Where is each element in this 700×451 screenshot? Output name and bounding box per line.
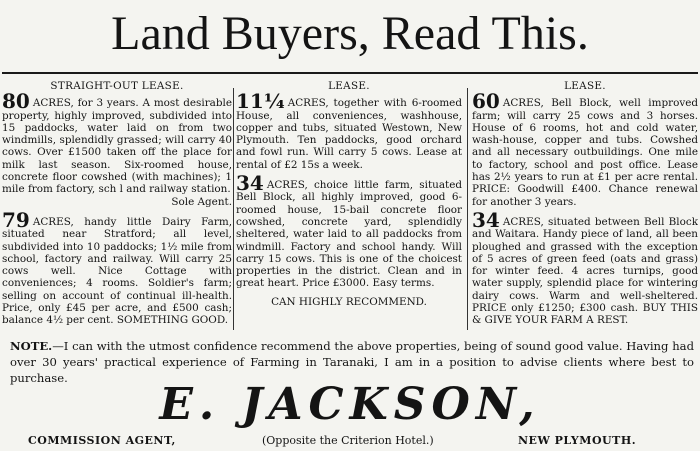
listing-text: ACRES, Bell Block, well improved farm; will carry 25 cows and 3 horses. House of 6 rooms, hot and cold water, wash-house, copper and tubs. Cowshed and all necessary outbuildings. One mile to factory, school and post office. Lease has 2½ years to run at £1 per acre rental. PRICE: Goodwill £400. Chance renewal for another 3 years. xyxy=(472,97,698,208)
listing-34-acres-bell-block xyxy=(236,171,462,290)
column-footer: CAN HIGHLY RECOMMEND. xyxy=(271,295,427,308)
listing-acre-number: 34 xyxy=(472,207,500,232)
listing-acre-number: 60 xyxy=(472,89,500,114)
listing-79-acres xyxy=(2,207,232,327)
note-lead: NOTE. xyxy=(10,339,53,353)
column-lease-middle xyxy=(236,80,462,336)
listing-acre-number: 80 xyxy=(2,89,30,114)
column-divider xyxy=(467,88,468,330)
listing-acre-number: 11¼ xyxy=(236,89,285,114)
listing-acre-number: 34 xyxy=(236,171,264,196)
listing-text: ACRES, together with 6-roomed House, all conveniences, washhouse, copper and tubs, situated Westown, New Plymouth. Ten paddocks, good orchard and fowl run. Will carry 5 cows. Lease at rental of £2 15s a week. xyxy=(236,97,462,171)
note-text: —I can with the utmost confidence recommend the above properties, being of sound good value. Having had over 30 years' practical experience of Farming in Taranaki, I am in a position to advise clients where best to purchase. xyxy=(10,339,694,385)
column-straight-out-lease xyxy=(2,80,232,336)
listing-text: ACRES, handy little Dairy Farm, situated near Stratford; all level, subdivided into 10 paddocks; 1½ mile from school, factory and railway. Will carry 25 cows well. Nice Cottage with conveniences; 4 rooms. Soldier's farm; selling on account of continual ill-health. Price, only £45 per acre, and £500 cash; balance 4½ per cent. SOMETHING GOOD. xyxy=(2,215,232,327)
listing-34-acres-waitara xyxy=(472,207,698,327)
listing-text: ACRES, choice little farm, situated Bell Block, all highly improved, good 6-roomed house, 15-bail concrete floor cowshed, concrete yard, splendidly sheltered, water laid to all paddocks from windmill. Factory and school handy. Will carry 15 cows. This is one of the choicest properties in the district. Clean and in great heart. Price £3000. Easy terms. xyxy=(236,179,462,290)
footer-address: (Opposite the Criterion Hotel.) xyxy=(262,434,434,447)
agent-signature: E. JACKSON, xyxy=(159,379,541,430)
listing-text: ACRES, situated between Bell Block and Waitara. Handy piece of land, all been ploughed and grassed with the exception of 5 acres of green feed (oats and grass) for winter feed. 4 acres turnips, good water supply, splendid place for wintering dairy cows. Warm and well-sheltered. PRICE only £1250; £300 cash. BUY THIS & GIVE YOUR FARM A REST. xyxy=(472,215,698,327)
footer-town: NEW PLYMOUTH. xyxy=(518,434,637,447)
column-heading: LEASE. xyxy=(564,80,606,92)
footer-commission-agent: COMMISSION AGENT, xyxy=(28,434,176,447)
listing-text: ACRES, for 3 years. A most desirable property, highly improved, subdivided into 15 paddocks, water laid on from two windmills, splendidly grassed; will carry 40 cows. Over £1500 taken off the place for milk last season. Six-roomed house, concrete floor cowshed (with machines); 1 mile from factory, sch l and railway station. xyxy=(2,97,232,196)
column-lease-right xyxy=(472,80,698,336)
column-heading: STRAIGHT-OUT LEASE. xyxy=(50,80,184,92)
column-divider xyxy=(233,88,234,330)
headline: Land Buyers, Read This. xyxy=(111,7,589,60)
listing-11-acres xyxy=(236,89,462,171)
column-heading: LEASE. xyxy=(328,80,370,92)
listing-acre-number: 79 xyxy=(2,207,30,232)
listing-60-acres xyxy=(472,89,698,208)
listing-80-acres xyxy=(2,89,232,208)
listing-sign: Sole Agent. xyxy=(171,195,232,208)
top-rule xyxy=(2,72,698,74)
